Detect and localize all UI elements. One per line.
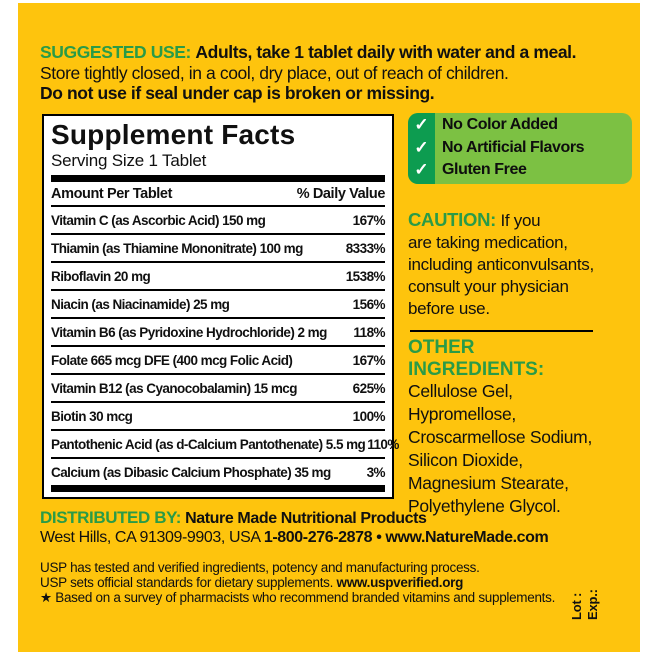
serving-size: Serving Size 1 Tablet — [51, 151, 207, 170]
table-row — [51, 261, 385, 289]
check-icon: ✓ — [414, 160, 429, 180]
claims-list — [435, 113, 584, 184]
nutrient-name: Vitamin B6 (as Pyridoxine Hydrochloride) 2 mg — [51, 324, 327, 340]
column-daily-value: % Daily Value — [296, 185, 385, 202]
claims-badge — [408, 113, 632, 184]
seal-warning: Do not use if seal under cap is broken or missing. — [40, 83, 435, 103]
nutrient-value: 156% — [352, 296, 385, 312]
usp-footnote-2-text: USP sets official standards for dietary supplements. — [40, 574, 334, 590]
table-row — [51, 345, 385, 373]
table-row — [51, 317, 385, 345]
table-row — [51, 373, 385, 401]
ingredient-line: Magnesium Stearate, — [408, 473, 569, 493]
suggested-use-label: SUGGESTED USE: — [40, 42, 191, 62]
footnotes-section — [40, 561, 580, 605]
company-address: West Hills, CA 91309-9903, USA — [40, 528, 260, 546]
caution-line3: including anticonvulsants, — [408, 255, 594, 274]
nutrient-name: Folate 665 mcg DFE (400 mcg Folic Acid) — [51, 352, 293, 368]
caution-label: CAUTION: — [408, 209, 497, 230]
table-row — [51, 429, 399, 457]
thick-divider-top — [51, 175, 385, 182]
table-row — [51, 289, 385, 317]
pharmacist-survey-footnote: ★ Based on a survey of pharmacists who recommend branded vitamins and supplements. — [40, 589, 556, 605]
table-row — [51, 457, 385, 485]
caution-line5: before use. — [408, 299, 490, 318]
ingredient-line: Hypromellose, — [408, 404, 516, 424]
other-ingredients-label-line1: OTHER — [408, 337, 475, 358]
caution-section — [408, 209, 618, 320]
other-ingredients-label-line2: INGREDIENTS: — [408, 358, 545, 380]
other-ingredients-section — [408, 337, 623, 518]
supplement-facts-panel — [42, 114, 399, 499]
usp-footnote-1: USP has tested and verified ingredients, potency and manufacturing process. — [40, 560, 480, 575]
ingredient-line: Silicon Dioxide, — [408, 450, 523, 470]
caution-text: If you — [500, 211, 541, 230]
ingredient-line: Polyethylene Glycol. — [408, 496, 561, 516]
caution-line1 — [408, 209, 618, 232]
nutrient-name: Biotin 30 mcg — [51, 408, 133, 424]
check-icon: ✓ — [414, 115, 429, 134]
checkmark-strip — [408, 113, 435, 184]
supplement-facts-title: Supplement Facts — [51, 119, 296, 150]
thick-divider-bottom — [51, 485, 385, 492]
nutrient-name: Riboflavin 20 mg — [51, 268, 151, 284]
nutrient-value: 118% — [353, 324, 385, 340]
table-row — [51, 233, 385, 261]
product-label — [18, 3, 640, 652]
nutrient-value: 110% — [367, 436, 399, 452]
table-row — [51, 401, 385, 429]
check-icon: ✓ — [414, 137, 429, 157]
nutrient-value: 3% — [366, 464, 385, 480]
distributed-line2 — [40, 529, 600, 548]
exp-label: Exp.: — [585, 589, 600, 620]
suggested-use-text: Adults, take 1 tablet daily with water and a meal. — [195, 42, 577, 62]
claim-no-color-added: No Color Added — [442, 116, 558, 133]
ingredient-line: Croscarmellose Sodium, — [408, 427, 593, 447]
claim-no-artificial-flavors: No Artificial Flavors — [442, 138, 585, 156]
nutrient-value: 167% — [352, 212, 385, 228]
suggested-use-line1 — [40, 42, 630, 63]
nutrient-name: Vitamin B12 (as Cyanocobalamin) 15 mcg — [51, 380, 297, 396]
nutrient-name: Thiamin (as Thiamine Mononitrate) 100 mg — [51, 240, 303, 256]
usp-footnote-2 — [40, 576, 580, 591]
distributed-line1 — [40, 509, 600, 529]
nutrient-value: 1538% — [345, 268, 385, 284]
nutrient-value: 625% — [352, 380, 385, 396]
usp-website: www.uspverified.org — [336, 574, 464, 590]
table-row — [51, 205, 385, 233]
facts-header-row — [51, 182, 385, 205]
nutrient-name: Pantothenic Acid (as d-Calcium Pantothenate) 5.5 mg — [51, 436, 366, 452]
caution-line4: consult your physician — [408, 277, 569, 296]
nutrient-name: Vitamin C (as Ascorbic Acid) 150 mg — [51, 212, 266, 228]
nutrient-value: 100% — [352, 408, 385, 424]
claim-gluten-free: Gluten Free — [442, 161, 527, 179]
nutrient-value: 167% — [352, 352, 385, 368]
suggested-use-section — [40, 42, 630, 104]
distributed-by-section — [40, 509, 600, 547]
right-column-divider — [410, 330, 593, 332]
lot-exp-section — [569, 550, 603, 620]
caution-line2: are taking medication, — [408, 233, 568, 252]
column-amount-per-tablet: Amount Per Tablet — [51, 185, 173, 202]
ingredient-line: Cellulose Gel, — [408, 381, 513, 401]
distributed-by-label: DISTRIBUTED BY: — [40, 508, 182, 527]
nutrient-name: Calcium (as Dibasic Calcium Phosphate) 35 mg — [51, 464, 331, 480]
phone-and-website: 1-800-276-2878 • www.NatureMade.com — [263, 528, 549, 546]
lot-label: Lot : — [569, 592, 584, 620]
company-name: Nature Made Nutritional Products — [185, 510, 427, 527]
nutrient-value: 8333% — [345, 240, 385, 256]
nutrient-name: Niacin (as Niacinamide) 25 mg — [51, 296, 230, 312]
storage-instructions: Store tightly closed, in a cool, dry place, out of reach of children. — [40, 62, 509, 83]
